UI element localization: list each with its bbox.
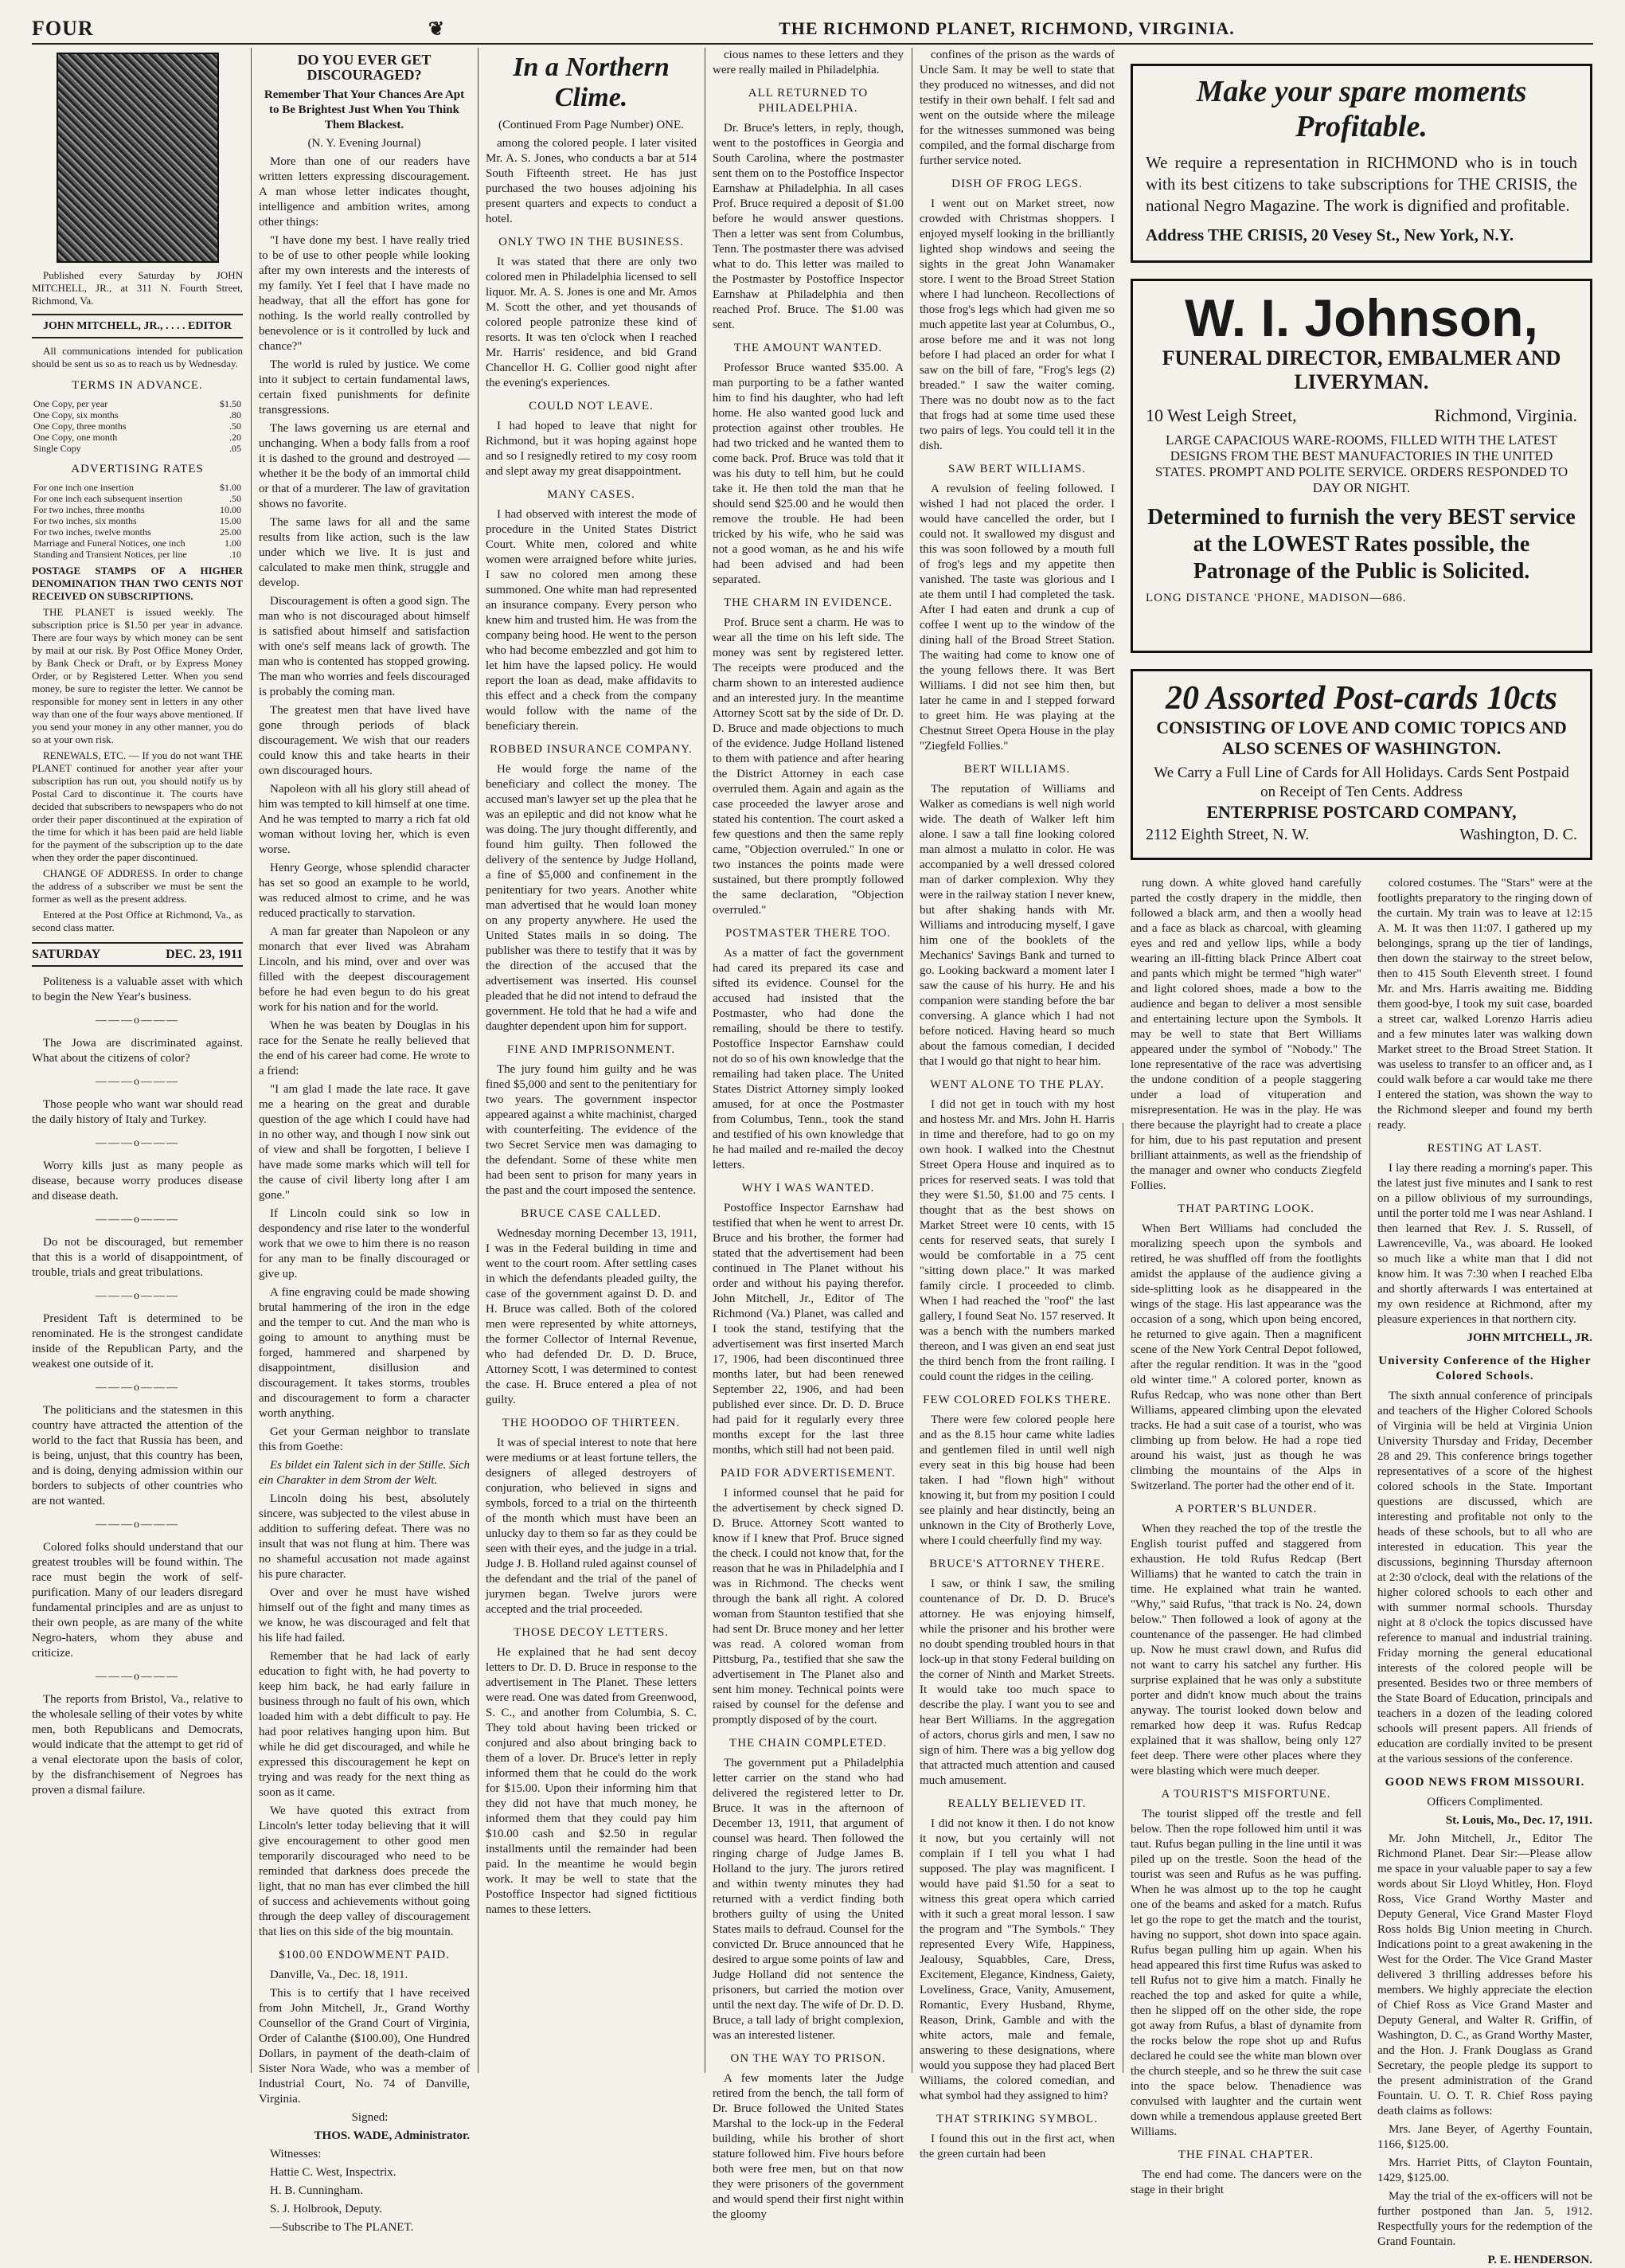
postage-text: THE PLANET is issued weekly. The subscription price is $1.50 per year in advance. There are four ways by which money can be sent by mail at our risk. By Post Office Money Order, by Bank Check or Draft, or by Express Money Order, or by Registered Letter. When you send money, be sure to register the letter. We cannot be responsible for money sent in letters in any other way than one of the four ways above mentioned. If you send your money in any other manner, you do so at your own risk. bbox=[32, 606, 243, 745]
article-title: In a Northern Clime. bbox=[513, 53, 670, 112]
endowment-heading: $100.00 ENDOWMENT PAID. bbox=[279, 1949, 450, 1961]
page-number: FOUR bbox=[32, 17, 94, 40]
postage-heading: POSTAGE STAMPS OF A HIGHER DENOMINATION THAN TWO CENTS NOT RECEIVED ON SUBSCRIPTIONS. bbox=[32, 565, 243, 602]
crisis-ad: Make your spare moments Profitable. We require a representation in RICHMOND who is in touch with its best citizens to take subscriptions for THE CRISIS, the national Negro Magazine. The work is dignified and profitable. Address THE CRISIS, 20 Vesey St., New York, N.Y. bbox=[1131, 64, 1592, 263]
change-address-text: CHANGE OF ADDRESS. In order to change the address of a subscriber we must be sent the former as well as the present address. bbox=[32, 867, 243, 905]
johnson-funeral-ad: W. I. Johnson, FUNERAL DIRECTOR, EMBALMER AND LIVERYMAN. 10 West Leigh Street, Richmond, Virginia. LARGE CAPACIOUS WARE-ROOMS, FILLED WITH THE LATEST DESIGNS FROM THE BEST MANUFACTORIES IN THE UNITED STATES. PROMPT AND POLITE SERVICE. ORDERS RESPONDED TO DAY OR NIGHT. Determined to furnish the very BEST service at the LOWEST Rates possible, the Patronage of the Public is Solicited. LONG DISTANCE 'PHONE, MADISON—686. bbox=[1131, 279, 1592, 653]
column-1: Published every Saturday by JOHN MITCHELL, JR., at 311 N. Fourth Street, Richmond, Va. JOHN MITCHELL, JR., . . . . EDITOR All communications intended for publication should be sent us so as to reach us by Wednesday. TERMS IN ADVANCE. One Copy, per year $1.50 One Copy, six months .80 One Copy, three months .50 One Copy, one month .20 Single Copy .05 ADVERTISING RATES For one inch one insertion $1.00 For one inch each subsequent insertion .50 For two inches, three months 10.00 For two inches, six months 15.00 For two inches, twelve months 25.00 Marriage and Funeral Notices, one inch 1.00 Standing and Transient Notices, per line .10 POSTAGE STAMPS OF A HIGHER DENOMINATION THAN TWO CENTS NOT RECEIVED ON SUBSCRIPTIONS. THE PLANET is issued weekly. The subscription price is $1.50 per year in advance. There are four ways by which money can be sent by mail at our risk. By Post Office Money Order, by Bank Check or Draft, or by Express Money Order, or by Registered Letter. When you send money, be sure to register the letter. We cannot be responsible for money sent in letters in any other way than one of the four ways above mentioned. If you send your money in any other manner, you do so at your own risk. RENEWALS, ETC. — If you do not want THE PLANET continued for another year after your subscription has run out, you should notify us by Postal Card to discontinue it. The courts have decided that subscribers to newspapers who do not order their paper discontinued at the expiration of the time for which it has been paid are held liable for the payment of the subscription up to the date when they order the paper discontinued. CHANGE OF ADDRESS. In order to change the address of a subscriber we must be sent the former as well as the present address. Entered at the Post Office at Richmond, Va., as second class matter. SATURDAY DEC. 23, 1911 Politeness is a valuable asset with which to begin the New Year's business. ———o——— The Jowa are discriminated against. What about the citizens of color? ———o——— Those people who want war should read the daily history of Italy and Turkey. ———o——— Worry kills just as many people as disease, because worry produces disease and disease death. ———o——— Do not be discouraged, but remember that this is a world of disappointment, of trouble, trials and great tribulations. ———o——— President Taft is determined to be renominated. He is the strongest candidate inside of the Republican Party, and the weakest one outside of it. ———o——— The politicians and the statesmen in this country have attracted the attention of the world to the fact that Russia has been, and is being, unjust, that this country has been, and is doing, denying admission within our borders to subjects of other countries who are not wanted. ———o——— Colored folks should understand that our greatest troubles will be found within. The race must begin the work of self-purification. Many of our leaders disregard fundamental principles and are as unjust to their own people, as are many of the white Negro-haters, whom they abuse and criticize. ———o——— The reports from Bristol, Va., relative to the wholesale selling of their votes by white men, both Republicans and Democrats, would indicate that the attempt to get rid of a venal electorate upon the basis of color, by the disfranchisement of Negroes has proven a dismal failure. bbox=[32, 48, 243, 2073]
article-source: (N. Y. Evening Journal) bbox=[307, 137, 421, 150]
column-4: cious names to these letters and they were really mailed in Philadelphia. ALL RETURNED TO PHILADELPHIA. Dr. Bruce's letters, in reply, though, went to the postoffices in Georgia and South Carolina, where the postmaster sent them on to the Postoffice Inspector Earnshaw at Philadelphia. In all cases Prof. Bruce required a deposit of $1.00 before he would answer questions. Then a letter was sent from Columbus, Tenn. The postmaster there was advised what to do. This letter was mailed to the Postmaster by Postoffice Inspector Earnshaw at Philadelphia and then reached Prof. Bruce. The $1.00 was sent. THE AMOUNT WANTED. Professor Bruce wanted $35.00. A man purporting to be a father wanted him to find his daughter, who had left home. He also wanted good luck and protection against other troubles. He had two tricked and he wanted them to come back. Prof. Bruce was told that it was his duty to tell him, but he could take it. He then told the man that he should send $25.00 and he would then remove the trouble. He had been tricked by his wife, who he said was not a good woman, as he and his wife had been advised and had been separated. THE CHARM IN EVIDENCE. Prof. Bruce sent a charm. He was to wear all the time on his left side. The money was sent by registered letter. The receipts were produced and the charm shown to an interested audience and an interested jury. In the meantime Attorney Scott sat by the side of Dr. D. D. Bruce and made objections to much of the evidence. Judge Holland listened to them with patience and after hearing the District Attorney in each case overruled them. Again and again as the case proceeded the lawyer arose and stated his contention. The court asked a few questions and then the same reply came, "Objection overruled." In one or two instances the points made were sustained, but there promptly followed the same declaration, "Objection overruled." POSTMASTER THERE TOO. As a matter of fact the government had cared its prepared its case and sifted its evidence. Counsel for the accused had insisted that the Postmaster, who had done the remailing, should be there to testify. Postoffice Inspector Earnshaw could not do so of his own knowledge that the remailing had taken place. The United States District Attorney simply looked amused, for at once the Postmaster from Columbus, Tenn., took the stand and testified of his own knowledge that he had mailed and re-mailed the decoy letters. WHY I WAS WANTED. Postoffice Inspector Earnshaw had testified that when he went to arrest Dr. Bruce and his brother, the former had stated that the advertisement had been continued in The Planet without his order and without his paying therefor. John Mitchell, Jr., Editor of The Richmond (Va.) Planet, was called and I took the stand, testifying that the advertisement was first inserted March 17, 1906, had been discontinued three months later, but had been renewed September 22, 1906, and had been published ever since. Dr. D. D. Bruce had paid for it regularly every three months except for the last three months, which still had not been paid. PAID FOR ADVERTISEMENT. I informed counsel that he paid for the advertisement by check signed D. D. Bruce. Attorney Scott wanted to know if I knew that Prof. Bruce signed the check. I could not know that, for the reason that he was in Philadelphia and I was in Richmond. The checks went through the bank all right. A colored woman from Staunton testified that she had sent Dr. Bruce money and her letter was read. A colored woman from Pittsburg, Pa., testified that she saw the advertisement in The Planet also and sent him money. Technical points were raised by counsel for the defense and promptly disposed of by the court. THE CHAIN COMPLETED. The government put a Philadelphia letter carrier on the stand who had delivered the registered letter to Dr. Bruce. It was in the afternoon of December 13, 1911, that argument of counsel was heard. Then followed the ringing charge of Judge James B. Holland to the jury. The jurors retired and within twenty minutes they had returned with a verdict finding both brothers guilty of using the United States mails to defraud. Counsel for the convicted Dr. Bruce announced that he desired to argue some points of law and Judge Holland did not sentence the prisoners, but carried the motion over until the next day. The wife of Dr. D. D. Bruce, a tall lady of bright complexion, was an interested listener. ON THE WAY TO PRISON. A few moments later the Judge retired from the bench, the tall form of Dr. Bruce followed the United States Marshal to the lock-up in the Federal building, while his brother of short stature followed him. Five hours before both were free men, but on that now they were prisoners of the government and would spend their first night within the gloomy bbox=[713, 49, 904, 2221]
editorial-item: The reports from Bristol, Va., relative to the wholesale selling of their votes by white men, both Republicans and Democrats, would indicate that the attempt to get rid of a venal electorate upon the basis of color, by the disfranchisement of Negroes has proven a dismal failure. bbox=[32, 1693, 243, 1797]
column-2: DO YOU EVER GET DISCOURAGED? Remember That Your Chances Are Apt to Be Brightest Just When You Think Them Blackest. (N. Y. Evening Journal) More than one of our readers have written letters expressing discouragement. A man whose letter indicates thought, intelligence and ambition writes, among other things: "I have done my best. I have really tried to be of use to other people while looking after my own interests and the interests of my family. Yet I feel that I have made no headway, that all the effort has gone for nothing. Is the world really controlled by benevolence or is it controlled by luck and chance?" The world is ruled by justice. We come into it subject to certain fundamental laws, certain fixed punishments for definite transgressions. The laws governing us are eternal and unchanging. When a body falls from a roof it is dashed to the ground and destroyed — whether it be the body of an immortal child or that of a murderer. The law of gravitation shows no favorite. The same laws for all and the same results from like action, such is the law under which we live. It is just and calculated to make men think, struggle and develop. Discouragement is often a good sign. The man who is not discouraged about himself is satisfied about himself and satisfaction with one's self means lack of growth. The man who is contented has stopped growing. The man who worries and feels discouraged is probably the coming man. The greatest men that have lived have gone through periods of black discouragement. We wish that our readers could know this and take hearts in their own discouraged hours. Napoleon with all his glory still ahead of him was tempted to kill himself at one time. And he was tempted to marry a rich fat old woman without loving her, which is even worse. Henry George, whose splendid character has set so good an example to he world, was reduced almost to crime, and he was reduced practically to starvation. A man far greater than Napoleon or any monarch that ever lived was Abraham Lincoln, and his mind, over and over was filled with the deepest discouragement before he had even begun to do his great work for his nation and for the world. When he was beaten by Douglas in his race for the Senate he really believed that the end of his career had come. He wrote to a friend: "I am glad I made the late race. It gave me a hearing on the great and durable question of the age which I could have had in no other way, and though I now sink out of view and shall be forgotten, I believe I have made some marks which will tell for the cause of civil liberty long after I am gone." If Lincoln could sink so low in despondency and rise later to the wonderful work that we owe to him there is no reason for any man to be finally discouraged or give up. A fine engraving could be made showing brutal hammering of the iron in the edge and the temper to cut. And the man who is going to amount to anything must be forged, hammered and sharpened by disappointment, disillusion and discouragement. It takes storms, troubles and discouragement to form a character worth anything. Get your German neighbor to translate this from Goethe: Es bildet ein Talent sich in der Stille. Sich ein Charakter in dem Strom der Welt. Lincoln doing his best, absolutely sincere, was subjected to the vilest abuse in addition to suffering defeat. There was no insult that was not flung at him. There was no shameful accusation not made against his pure character. Over and over he must have wished himself out of the fight and many times as we know, he was discouraged and felt that his life had failed. Remember that he had lack of early education to fight with, he had poverty to keep him back, he had early failure in business through no fault of his own, which loaded him with a debt difficult to pay. He had poor relatives hanging upon him. But while he did get discouraged, and while he expressed this discouragement he kept on trying and was ready for the next thing as soon as it came. We have quoted this extract from Lincoln's letter today believing that it will give encouragement to other good men temporarily discouraged who need to be reminded that darkness does precede the light, that no man has ever climbed the hill of success and achievements without going through the deep valley of discouragement that lies on this side of the big mountain. $100.00 ENDOWMENT PAID. Danville, Va., Dec. 18, 1911. This is to certify that I have received from John Mitchell, Jr., Grand Worthy Counsellor of the Grand Court of Virginia, Order of Calanthe ($100.00), One Hundred Dollars, in payment of the death-claim of Sister Nora Wade, who was a member of Industrial Court, No. 74 of Danville, Virginia. Signed: THOS. WADE, Administrator. Witnesses: Hattie C. West, Inspectrix. H. B. Cunningham. S. J. Holbrook, Deputy. —Subscribe to The PLANET. bbox=[259, 52, 470, 2234]
article-title: DO YOU EVER GET DISCOURAGED? bbox=[297, 52, 432, 83]
editorial-item: Colored folks should understand that our greatest troubles will be found within. The race must begin the work of self-purification. Many of our leaders disregard fundamental principles and are as unjust to their own people, as are many of the white Negro-haters, whom they abuse and criticize. bbox=[32, 1541, 243, 1660]
editorial-item: Do not be discouraged, but remember that this is a world of disappointment, of trouble, trials and great tribulations. bbox=[32, 1236, 243, 1279]
masthead-logo bbox=[57, 53, 219, 263]
entered-note: Entered at the Post Office at Richmond, Va., as second class matter. bbox=[32, 909, 243, 933]
page-header bbox=[32, 14, 1593, 45]
column-6: rung down. A white gloved hand carefully parted the costly drapery in the middle, then followed a black arm, and then a woolly head and a face as black as charcoal, with gleaming eyes and red and yellow lips, while a body wearing an ill-fitting black Prince Albert coat and pants which might be termed "high water" and light colored shoes, made a bow to the audience and began to deliver a most sensible and entertaining lecture upon the Symbols. It may be well to state that Bert Williams appeared under the symbol of "Nobody." The lone representative of the race was advertising the undone condition of a people staggering under a load of vituperation and misrepresentation. He was in the play. He was there because the playright had to create a place for him, due to his past reputation and present brilliant attainments, as well as the friendship of the manager and owner who conducts Ziegfeld Follies. THAT PARTING LOOK. When Bert Williams had concluded the moralizing speech upon the symbols and retired, he was shuffled off from the footlights amidst the applause of the audience giving a side-splitting look as he disappeared in the wings of the stage. His last appearance was the occasion of a song, which upon being encored, he returned to give again. Then a magnificent scene of the New York Central Depot followed, after the regular rendition. It was in the "good old winter time." A colored porter, known as Rufus Redcap, who was none other than Bert Williams, appeared climbing upon the elevated tracks. He had a suit case of a tourist, who was climbing up from below. He had a rope tied around his waist, just as though he was climbing the mountains of the Alps in Switzerland. The porter had the other end of it. A PORTER'S BLUNDER. When they reached the top of the trestle the English tourist puffed and staggered from exhaustion. He told Rufus Redcap (Bert Williams) that he wanted to catch the train in time. He explained what train he wanted. "Why," said Rufus, "that track is No. 24, down below." Then followed a look of agony at the countenance of the passenger. He had climbed up. Now he must crawl down, and Rufus did not want to carry his satchel any further. His surprise explained that he was only a substitute porter and didn't know much about the trains anyway. The tourist looked down below and remarked how deep it was. Rufus Redcap explained that it was shallow, being only 127 feet deep. There were other places where they were blasting which were much deeper. A TOURIST'S MISFORTUNE. The tourist slipped off the trestle and fell below. Then the rope followed him until it was taut. Rufus began pulling in the line until it was piled up on the trestle. Soon the head of the tourist was seen and Rufus as he was puffing. When he was almost up to the top he caught one of the beams and asked for a match. Rufus let go the rope to get the match and the tourist, having no support, shot down into space again. Rufus began pulling him up again. When his head appeared this first time Rufus was asked to tell Rufus not to give him a match. Finally he reached the top and asked for quite a while, then he slipped off on the other side, the rope got away from Rufus, a blast of dynamite from the rocks below the rope shot up and Rufus declared he could see the white man blown over the church steeple, and so he threw the suit case into the space below. Thenadience was convulsed with laughter and the curtain went down while a tremendous applause greeted Bert Williams. THE FINAL CHAPTER. The end had come. The dancers were on the stage in their bright bbox=[1131, 877, 1361, 2196]
fleuron-icon: ❦ bbox=[428, 18, 444, 40]
postcard-ad: 20 Assorted Post-cards 10cts CONSISTING OF LOVE AND COMIC TOPICS AND ALSO SCENES OF WASHINGTON. We Carry a Full Line of Cards for All Holidays. Cards Sent Postpaid on Receipt of Ten Cents. Address ENTERPRISE POSTCARD COMPANY, 2112 Eighth Street, N. W. Washington, D. C. bbox=[1131, 669, 1592, 860]
terms-heading: TERMS IN ADVANCE. bbox=[72, 379, 203, 392]
paper-title: THE RICHMOND PLANET, RICHMOND, VIRGINIA. bbox=[779, 18, 1235, 38]
column-7: colored costumes. The "Stars" were at the footlights preparatory to the ringing down of the curtain. My train was to leave at 12:15 A. M. It was then 11:07. I gathered up my belongings, sprang up the tier of landings, then down the stairway to the street below, then to 415 South Eleventh street. I found Mr. and Mrs. Harris awaiting me. Bidding them good-bye, I took my suit case, boarded a street car, walked Lorenzo Harris adieu and a few minutes later was walking down Market street to the Broad Street Station. It was useless to transfer to an officer and, as I could walk before a car would take me there I entered the station, was shown the way to the Richmond sleeper and found my berth ready. RESTING AT LAST. I lay there reading a morning's paper. This the latest just five minutes and I sank to rest on a pillow oblivious of my surroundings, until the porter told me I was near Ashland. I then learned that Rev. J. S. Russell, of Lawrenceville, Va., was aboard. He looked so much like a white man that I did not know him. It was 7:30 when I reached Elba and shortly afterwards I was entertained at my own residence at Richmond, after my pleasure experiences in that northern city. JOHN MITCHELL, JR. University Conference of the Higher Colored Schools. The sixth annual conference of principals and teachers of the Higher Colored Schools of Virginia will be held at Virginia Union University Thursday and Friday, December 28 and 29. This conference brings together representatives of a score of the highest colored schools in the State. Important questions are discussed, which are interesting and profitable not only to the heads of these schools, but to all who are interested in education. This year the discussions, beginning Thursday afternoon at 2:30 o'clock, deal with the relations of the higher colored schools to each other and with summer normal schools. Thursday night at 8 o'clock the topics discussed have reference to manual and industrial training. Friday morning the general educational interests of the colored people will be presented. Besides two or three members of the State Board of Education, principals and teachers in a dozen of the leading colored schools will present papers. All friends of education are cordially invited to be present at the various sessions of the conference. GOOD NEWS FROM MISSOURI. Officers Complimented. St. Louis, Mo., Dec. 17, 1911. Mr. John Mitchell, Jr., Editor The Richmond Planet. Dear Sir:—Please allow me space in your valuable paper to say a few words about Sir Lloyd Whitley, Hon. Floyd Ross, Vice Grand Worthy Master and Deputy General, Vice Grand Master Floyd Ross holds Big Union meeting in Church. Indications point to a great awakening in the West for the Order. The Vice Grand Master delivered 3 thrilling addresses before his members. We highly appreciate the election of Chief Ross as Vice Grand Master and Deputy General, and Walter R. Griffin, of Washington, D. C., as Grand Worthy Master, and the Hon. J. Frank Douglass as Grand Secretary, the people pledge its support to the present administration of the Grand Fountain. U. O. T. R. Chief Ross paying death claims as follows: Mrs. Jane Beyer, of Agerthy Fountain, 1166, $125.00. Mrs. Harriet Pitts, of Clayton Fountain, 1429, $125.00. May the trial of the ex-officers will not be further postponed than Jan. 5, 1912. Respectfully yours for the redemption of the Grand Fountain. P. E. HENDERSON. bbox=[1377, 877, 1592, 2266]
column-5: confines of the prison as the wards of Uncle Sam. It may be well to state that they produced no witnesses, and did not testify in their own behalf. I felt sad and went on the outside where the mileage for the witnesses summoned was being compiled, and the formal discharge from further service noted. DISH OF FROG LEGS. I went out on Market street, now crowded with Christmas shoppers. I enjoyed myself looking in the brilliantly lighted shop windows and seeing the sights in the great John Wanamaker store. I went to the Broad Street Station where I had luncheon. Recollections of those frog's legs which had given me so much appetite last year at Columbus, O., arose before me and it was not long before I had placed an order for what I saw on the bill of fare, "Frog's legs (2) breaded." I saw the waiter coming. There was no doubt now as to the fact that frogs had at some time used these two pairs of legs. You could tell it in the dish. SAW BERT WILLIAMS. A revulsion of feeling followed. I wished I had not placed the order. I would have cancelled the order, but I could not. It swallowed my disgust and this was soon followed by a mouth full of frog's legs and my appetite then vanished. The taste was glorious and I ate them until I had completed the task. After I had eaten and drunk a cup of coffee I went up to the window of the dining hall of the Broad Street Station. The waiting had come to know one of the young fellows there. It was Bert Williams. I did not see him then, but later he came in and I stepped forward to greet him. He was playing at the Chestnut Street Opera House in the play "Ziegfeld Follies." BERT WILLIAMS. The reputation of Williams and Walker as comedians is well nigh world wide. The death of Walker left him alone. I saw a tall fine looking colored man almost a mulatto in color. He was accompanied by a well dressed colored man of darker complexion. Why they were in the railway station I never knew, but after shaking hands with Mr. Williams and introducing myself, I gave him one of the booklets of the Mechanics' Savings Bank and turned to go. Looking backward a moment later I saw the cause of his hurry. He and his companion were standing before the bar conversing. A glance which I had not before noticed. Having heard so much about the famous comedian, I decided that I would go that night to hear him. WENT ALONE TO THE PLAY. I did not get in touch with my host and hostess Mr. and Mrs. John H. Harris in time and therefore, had to go on my own hook. I walked into the Chestnut Street Opera House and inquired as to prices for reserved seats. I was told that they were $1.50, $1.00 and 75 cents. I thought that as the best shows on Market Street were 10 cents, with 15 cents for reserved seats, that surely I would be comfortable in a 75 cent "sitting down place." It was marked family circle. I proceeded to climb. When I had reached the "roof" the last gallery, I found Seat No. 157 reserved. It was a bench with the numbers marked thereon, and I was given an end seat just the third bench from the front railing. I could count the ridges in the ceiling. FEW COLORED FOLKS THERE. There were few colored people here and as the 8.15 hour came white ladies and gentlemen filed in until well nigh every seat in this big house had been taken. I had "flown high" without knowing it, but from my position I could see plainly and hear distinctly, being an unknown in the City of Brotherly Love, where I could cheerfully find my way. BRUCE'S ATTORNEY THERE. I saw, or think I saw, the smiling countenance of Dr. D. D. Bruce's attorney. He was enjoying himself, while the prisoner and his brother were no doubt spending troubled hours in that lock-up in that stony Federal building on the corner of Ninth and Market Streets. It would take too much space to describe the play. I want you to see and hear Bert Williams. In the aggregation of actors, chorus girls and men, I saw no sign of him. There was a big yellow dog that attracted much attention and caused much amusement. REALLY BELIEVED IT. I did not know it then. I do not know it now, but you certainly will not complain if I tell you what I had supposed. The play was magnificent. I would have paid $1.50 for a seat to witness this great opera which carried with it such a great moral lesson. I saw the program and "The Symbols." They represented Every Wife, Happiness, Jealousy, Squabbles, Care, Dress, Excitement, Elegance, Kindness, Gaiety, Loveliness, Grace, Vanity, Amusement, Romantic, Every Husband, Rhyme, Reason, Drink, Gamble and with the white actors, male and female, answering to these designations, where would you suppose they had placed Bert Williams, the colored comedian, and what symbol had they assigned to him? THAT STRIKING SYMBOL. I found this out in the first act, when the green curtain had been bbox=[920, 49, 1115, 2160]
editorial-item: The politicians and the statesmen in this country have attracted the attention of the world to the fact that Russia has been, and is being, unjust, that this country has been, and is doing, denying admission within our borders to subjects of other countries who are not wanted. bbox=[32, 1404, 243, 1507]
renewals-text: RENEWALS, ETC. — If you do not want THE PLANET continued for another year after your subscription has run out, you should notify us by Postal Card to discontinue it. The courts have decided that subscribers to newspapers who do not order their paper discontinued at the expiration of the time for which it has been paid are held liable for the payment of the subscription up to the date when they order the paper discontinued. bbox=[32, 749, 243, 863]
editorial-item: Politeness is a valuable asset with which to begin the New Year's business. bbox=[32, 976, 243, 1003]
column-rule bbox=[1369, 1123, 1370, 2073]
rates-table: For one inch one insertion $1.00 For one inch each subsequent insertion .50 For two inches, three months 10.00 For two inches, six months 15.00 For two inches, twelve months 25.00 Marriage and Funeral Notices, one inch 1.00 Standing and Transient Notices, per line .10 bbox=[33, 482, 241, 560]
rates-heading: ADVERTISING RATES bbox=[71, 463, 204, 475]
column-rule bbox=[251, 48, 252, 2073]
terms-table: One Copy, per year $1.50 One Copy, six months .80 One Copy, three months .50 One Copy, one month .20 Single Copy .05 bbox=[33, 398, 241, 454]
editorial-item: Worry kills just as many people as disease, because worry produces disease and disease death. bbox=[32, 1159, 243, 1202]
editorial-item: Those people who want war should read the daily history of Italy and Turkey. bbox=[32, 1098, 243, 1126]
editorial-item: The Jowa are discriminated against. What about the citizens of color? bbox=[32, 1037, 243, 1065]
article-deck: Remember That Your Chances Are Apt to Be Brightest Just When You Think Them Blackest. bbox=[264, 88, 465, 131]
publisher-line: Published every Saturday by JOHN MITCHELL, JR., at 311 N. Fourth Street, Richmond, Va. bbox=[32, 269, 243, 307]
editor-line: JOHN MITCHELL, JR., . . . . EDITOR bbox=[32, 314, 243, 338]
column-3: In a Northern Clime. (Continued From Page Number) ONE. among the colored people. I later visited Mr. A. S. Jones, who conducts a bar at 514 South Fifteenth street. He has just purchased the two houses adjoining his present quarters and expects to conduct a hotel. ONLY TWO IN THE BUSINESS. It was stated that there are only two colored men in Philadelphia licensed to sell liquor. Mr. A. S. Jones is one and Mr. Amos M. Scott the other, and yet thousands of colored people patronize these kind of resorts. It was ten o'clock when I reached Mr. Harris' residence, and bid Grand Chancellor H. G. Collier good night after the evening's experiences. COULD NOT LEAVE. I had hoped to leave that night for Richmond, but it was hoping against hope and so I resignedly retired to my cosy room and slept away my great disappointment. MANY CASES. I had observed with interest the mode of procedure in the United States District Court. White men, colored and white women were arraigned before white juries. I saw no colored men among these summoned. One white man had represented an insurance company. Every person who knew him and trusted him. He was from the company being hood. He went to the person who had become embezzled and got him to let him have the lapsed policy. He would report the loan as dead, make affidavits to this effect and a check from the company would follow with the name of the beneficiary therein. ROBBED INSURANCE COMPANY. He would forge the name of the beneficiary and collect the money. The accused man's lawyer set up the plea that he was an epileptic and did not know what he was doing. The jury thought differently, and found him guilty. Then followed the delivery of the sentence by Judge Holland, a fine of $5,000 and confinement in the penitentiary for two years. Another white man advertised that he would loan money on any property anywhere. He used the United States mails in so doing. The publisher was there to testify that it was by the direction of the accused that the advertisement was inserted. His counsel pleaded that he did not intend to defraud the government. He told that he had a wife and daughter dependent upon him for support. FINE AND IMPRISONMENT. The jury found him guilty and he was fined $5,000 and sent to the penitentiary for two years. The government inspector appeared against a white machinist, charged with counterfeiting. The evidence of the two Secret Service men was damaging to the defendant. Some of these white men had been sent to prison for many years in the past and the court imposed the sentence. BRUCE CASE CALLED. Wednesday morning December 13, 1911, I was in the Federal building in time and went to the court room. After settling cases in which the defendants pleaded guilty, the case of the government against D. D. and H. Bruce was called. Both of the colored men were represented by white attorneys, the former Collector of Internal Revenue, who had defended Dr. D. D. Bruce, Attorney Scott, I was determined to contest the case. H. Bruce entered a plea of not guilty. THE HOODOO OF THIRTEEN. It was of special interest to note that here were mediums or at least fortune tellers, the designers of alleged destroyers of conjuration, who believed in signs and symbols, forced to a trial on the thirteenth of the month which must have been an unlucky day to them so far as they could be seen with their eyes, and the judge in a trial. Judge J. B. Holland ruled against counsel of the defendant and the trial of the panel of jurymen began. Twelve jurors were accepted and the trial proceeded. THOSE DECOY LETTERS. He explained that he had sent decoy letters to Dr. D. D. Bruce in response to the advertisement in The Planet. These letters were read. One was dated from Greenwood, S. C., and another from Columbia, S. C. They told about having been tricked or conjured and also about bringing back to them of a lover. Dr. Bruce's letter in reply informed them that he could do the work for $15.00. Upon their informing him that they did not have that much money, he informed them that they could pay him $10.00 cash and $2.50 in regular installments until the remainder had been paid. In the meantime he would begin work. It may be well to state that the Postoffice Inspector had signed fictitious names to these letters. bbox=[486, 53, 697, 1916]
column-rule bbox=[478, 48, 479, 2073]
editorial-item: President Taft is determined to be renominated. He is the strongest candidate inside of the Republican Party, and the weakest one outside of it. bbox=[32, 1312, 243, 1371]
date-bar: SATURDAY DEC. 23, 1911 bbox=[32, 942, 243, 967]
communications-note: All communications intended for publication should be sent us so as to reach us by Wednesday. bbox=[32, 345, 243, 370]
